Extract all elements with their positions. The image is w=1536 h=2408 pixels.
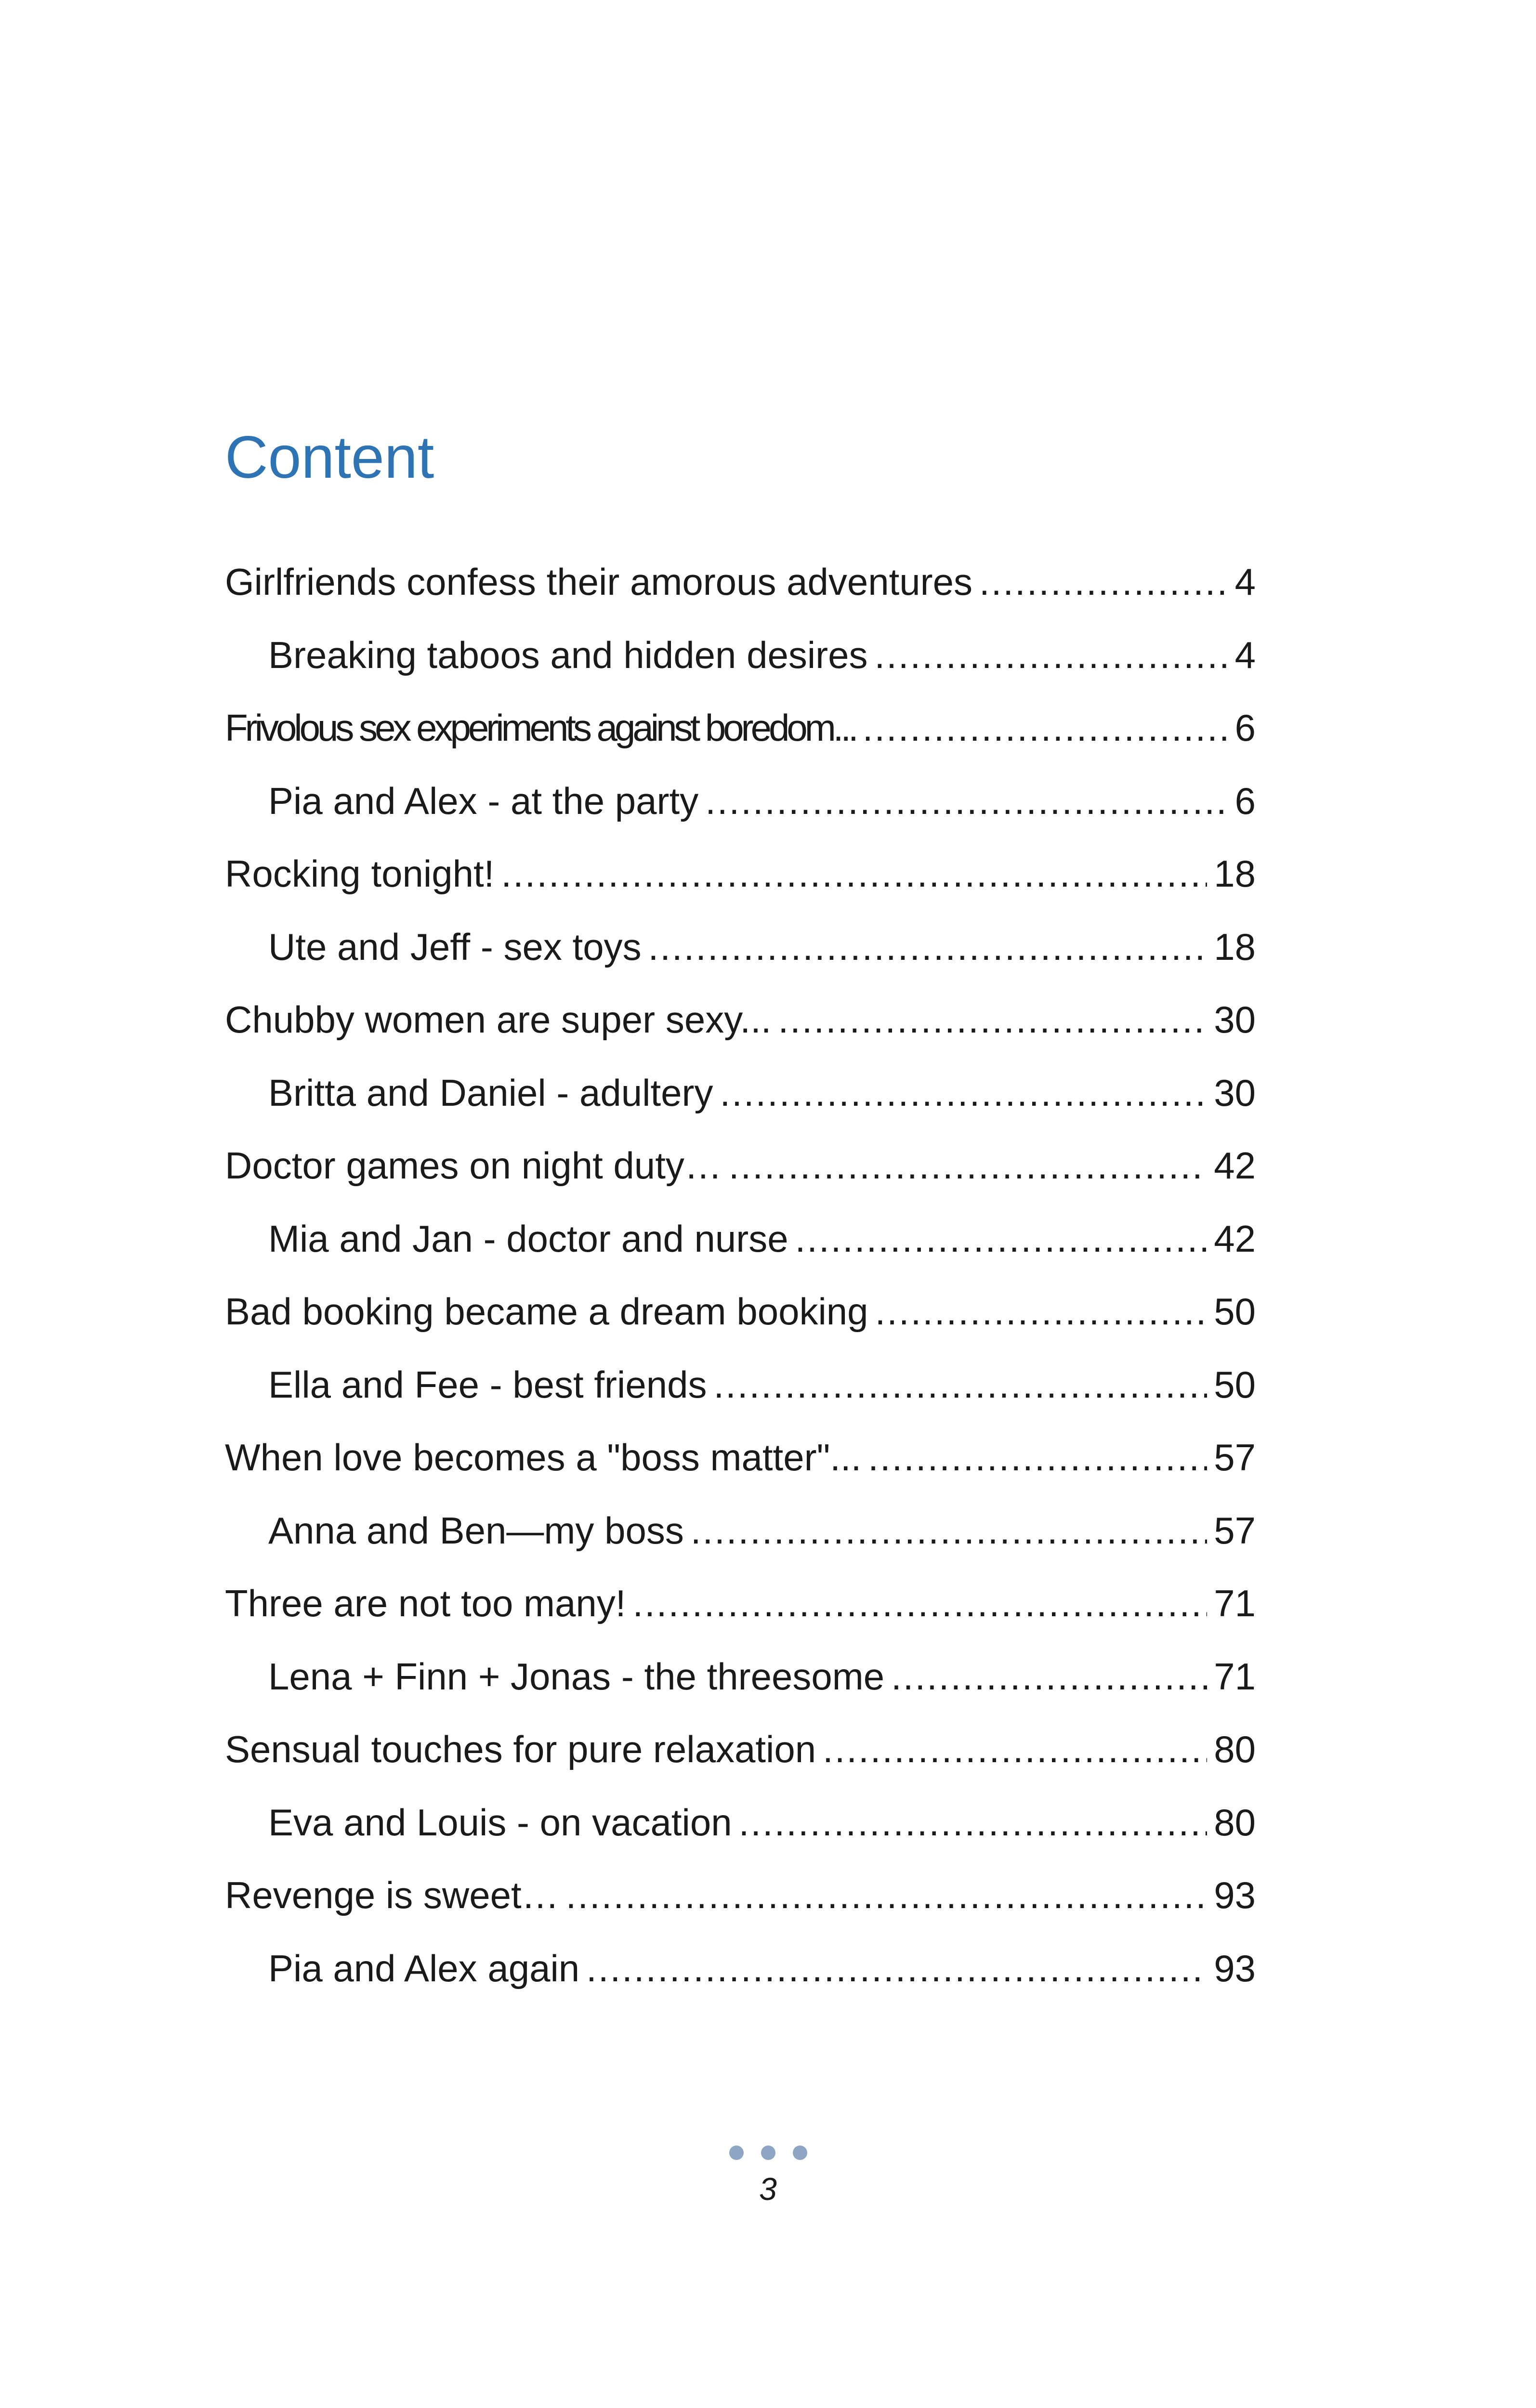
dot-leader <box>979 546 1228 619</box>
toc-entry-page-number: 4 <box>1234 561 1256 603</box>
toc-subentry[interactable] <box>225 1203 1256 1276</box>
toc-entry-label: Eva and Louis - on vacation <box>268 1801 732 1844</box>
toc-entry-page-number: 42 <box>1214 1217 1256 1260</box>
toc-entry-label: Pia and Alex - at the party <box>268 779 699 822</box>
toc-entry[interactable] <box>225 1421 1256 1494</box>
dot-leader <box>586 1932 1207 2005</box>
toc-entry-page-number: 71 <box>1214 1582 1256 1624</box>
toc-entry-page-number: 42 <box>1214 1144 1256 1187</box>
toc-subentry[interactable] <box>225 1786 1256 1859</box>
toc-entry-label: Frivolous sex experiments against boredom... <box>225 707 856 749</box>
toc-entry-page-number: 4 <box>1234 633 1256 676</box>
toc-entry-page-number: 80 <box>1214 1728 1256 1770</box>
toc-entry-page-number: 93 <box>1214 1947 1256 1989</box>
dot-leader <box>501 838 1207 911</box>
dot-leader <box>691 1494 1207 1568</box>
toc-entry-page-number: 71 <box>1214 1655 1256 1698</box>
ornament-dot <box>793 2146 807 2160</box>
page-number: 3 <box>759 2171 777 2207</box>
dot-leader <box>729 1129 1207 1203</box>
toc-subentry[interactable] <box>225 1932 1256 2005</box>
toc-title: Content <box>225 424 434 491</box>
dot-leader <box>868 1421 1207 1494</box>
dot-leader <box>795 1203 1208 1276</box>
ornament-dot <box>729 2146 744 2160</box>
toc-entry-page-number: 50 <box>1214 1290 1256 1333</box>
toc-entry-page-number: 50 <box>1214 1363 1256 1406</box>
dot-leader <box>778 983 1207 1057</box>
toc-entry-page-number: 80 <box>1214 1801 1256 1844</box>
toc-entry-page-number: 18 <box>1214 925 1256 968</box>
table-of-contents <box>225 546 1256 2005</box>
toc-entry-label: Doctor games on night duty… <box>225 1144 722 1187</box>
toc-entry[interactable] <box>225 546 1256 619</box>
toc-entry-label: Girlfriends confess their amorous adventures <box>225 561 973 603</box>
dot-leader <box>891 1640 1207 1714</box>
toc-entry[interactable] <box>225 1567 1256 1640</box>
toc-entry-page-number: 57 <box>1214 1509 1256 1552</box>
toc-entry-page-number: 18 <box>1214 852 1256 895</box>
toc-entry-page-number: 57 <box>1214 1436 1256 1479</box>
toc-entry-label: Lena + Finn + Jonas - the threesome <box>268 1655 885 1698</box>
toc-entry[interactable] <box>225 1129 1256 1203</box>
dot-leader <box>875 619 1228 692</box>
toc-entry-label: Sensual touches for pure relaxation <box>225 1728 816 1770</box>
toc-entry[interactable] <box>225 692 1256 765</box>
dot-leader <box>863 692 1228 765</box>
toc-entry[interactable] <box>225 838 1256 911</box>
toc-subentry[interactable] <box>225 1494 1256 1568</box>
dot-leader <box>720 1057 1207 1130</box>
toc-entry-label: When love becomes a "boss matter"... <box>225 1436 862 1479</box>
toc-subentry[interactable] <box>225 765 1256 838</box>
toc-entry-label: Britta and Daniel - adultery <box>268 1071 713 1114</box>
dot-leader <box>713 1348 1207 1422</box>
toc-entry-label: Breaking taboos and hidden desires <box>268 633 868 676</box>
toc-entry-label: Ella and Fee - best friends <box>268 1363 707 1406</box>
toc-entry-page-number: 30 <box>1214 1071 1256 1114</box>
page-ornament <box>0 2146 1536 2162</box>
toc-entry-page-number: 6 <box>1234 779 1256 822</box>
dot-leader <box>875 1275 1208 1348</box>
toc-subentry[interactable] <box>225 1348 1256 1422</box>
toc-subentry[interactable] <box>225 911 1256 984</box>
toc-subentry[interactable] <box>225 619 1256 692</box>
toc-entry[interactable] <box>225 1713 1256 1786</box>
toc-entry-page-number: 6 <box>1234 707 1256 749</box>
dots-ornament <box>729 2146 807 2160</box>
dot-leader <box>739 1786 1208 1859</box>
ornament-dot <box>761 2146 775 2160</box>
toc-entry-label: Chubby women are super sexy... <box>225 998 772 1041</box>
dot-leader <box>705 765 1228 838</box>
toc-entry[interactable] <box>225 1275 1256 1348</box>
toc-subentry[interactable] <box>225 1640 1256 1714</box>
toc-subentry[interactable] <box>225 1057 1256 1130</box>
toc-entry-label: Mia and Jan - doctor and nurse <box>268 1217 788 1260</box>
dot-leader <box>823 1713 1207 1786</box>
toc-entry-label: Revenge is sweet… <box>225 1874 559 1916</box>
toc-entry-label: Ute and Jeff - sex toys <box>268 925 642 968</box>
toc-entry[interactable] <box>225 1859 1256 1932</box>
dot-leader <box>566 1859 1208 1932</box>
dot-leader <box>648 911 1208 984</box>
toc-entry-page-number: 93 <box>1214 1874 1256 1916</box>
toc-entry-label: Bad booking became a dream booking <box>225 1290 868 1333</box>
toc-entry-page-number: 30 <box>1214 998 1256 1041</box>
toc-entry-label: Three are not too many! <box>225 1582 626 1624</box>
toc-entry-label: Anna and Ben—my boss <box>268 1509 684 1552</box>
toc-entry-label: Rocking tonight! <box>225 852 495 895</box>
toc-entry-label: Pia and Alex again <box>268 1947 580 1989</box>
dot-leader <box>632 1567 1207 1640</box>
toc-entry[interactable] <box>225 983 1256 1057</box>
